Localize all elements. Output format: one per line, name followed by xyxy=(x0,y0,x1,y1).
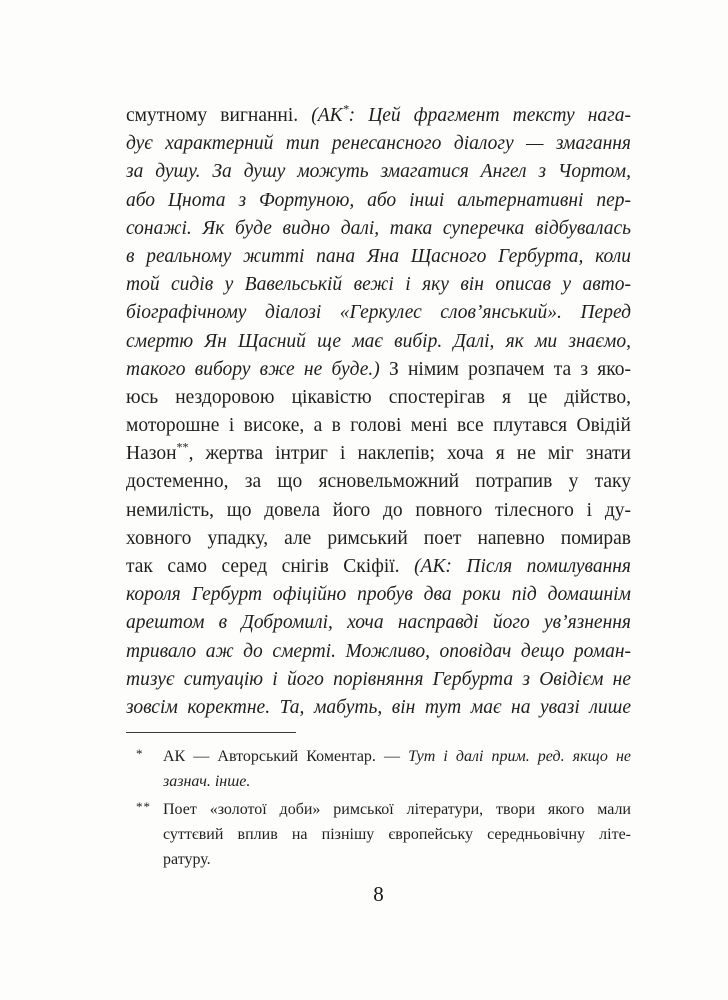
text-segment: юсь нездоровою цікавістю спостерігав я це дійство, xyxy=(126,386,631,408)
text-segment: , жертва інтриг і наклепів; хоча я не міг знати xyxy=(188,443,631,465)
text-line xyxy=(163,822,631,847)
text-segment: (АК xyxy=(311,105,343,126)
text-line xyxy=(126,215,631,243)
text-line xyxy=(126,356,631,384)
text-line xyxy=(163,797,631,822)
text-segment: ховного упадку, але римський поет напевно помирав xyxy=(126,527,631,549)
text-line xyxy=(126,412,631,440)
text-segment: тривало аж до смерті. Можливо, оповідач дещо роман- xyxy=(126,640,631,662)
text-line xyxy=(126,440,631,468)
text-segment: АК — Авторський Коментар. — xyxy=(163,748,409,765)
text-segment: суттєвий вплив на пізнішу європейську середньовічну літе- xyxy=(163,826,631,843)
text-segment: арештом в Добромилі, хоча насправді його ув’язнення xyxy=(126,612,631,634)
text-line xyxy=(126,102,631,130)
footnote-marker: ** xyxy=(136,799,151,814)
text-line xyxy=(126,553,631,581)
text-segment: Назон xyxy=(126,443,177,465)
text-line xyxy=(126,271,631,299)
text-line xyxy=(126,694,631,722)
text-line xyxy=(126,638,631,666)
text-segment: З німим розпачем та з яко- xyxy=(388,358,631,380)
text-segment: моторошне і високе, а в голові мені все плутався Овідій xyxy=(126,415,631,437)
text-line xyxy=(126,130,631,158)
text-line xyxy=(126,581,631,609)
text-segment: той сидів у Вавельській вежі і яку він описав у авто- xyxy=(126,274,631,296)
text-segment: Поет «золотої доби» римської літератури, твори якого мали xyxy=(163,801,631,818)
text-line xyxy=(126,384,631,412)
text-line xyxy=(126,468,631,496)
text-line xyxy=(163,847,631,872)
text-segment: (АК: Після помилування xyxy=(414,556,631,577)
text-segment: смертю Ян Щасний ще має вибір. Далі, як ми знаємо, xyxy=(126,330,631,352)
text-segment: зовсім коректне. Та, мабуть, він тут має на увазі лише xyxy=(126,696,631,718)
text-segment: або Цнота з Фортуною, або інші альтернативні пер- xyxy=(126,189,631,211)
text-segment: ратуру. xyxy=(163,851,211,868)
text-segment: : Цей фрагмент тексту нага- xyxy=(348,105,631,126)
footnote xyxy=(126,797,631,872)
text-line xyxy=(126,158,631,186)
text-segment: Тут і далі прим. ред. якщо не xyxy=(408,748,631,765)
text-segment: за душу. За душу можуть змагатися Ангел з Чортом, xyxy=(126,161,631,183)
text-line xyxy=(126,243,631,271)
footnote-separator xyxy=(126,732,296,733)
text-segment: зазнач. інше. xyxy=(163,773,251,790)
text-segment: біографічному діалозі «Геркулес слов’янський». Перед xyxy=(126,302,631,324)
text-segment: * xyxy=(342,102,349,117)
text-line xyxy=(126,525,631,553)
text-segment: сонажі. Як буде видно далі, така суперечка відбувалась xyxy=(126,217,631,239)
text-line xyxy=(126,187,631,215)
text-line xyxy=(163,769,631,794)
text-line xyxy=(126,609,631,637)
text-segment: смутному вигнанні. xyxy=(126,105,312,126)
footnote xyxy=(126,744,631,794)
text-line xyxy=(126,497,631,525)
text-line xyxy=(126,666,631,694)
page-number: 8 xyxy=(373,882,384,906)
text-line xyxy=(126,328,631,356)
text-segment: немилість, що довела його до повного тілесного і ду- xyxy=(126,499,631,521)
text-segment: дує характерний тип ренесансного діалогу — змагання xyxy=(126,133,631,155)
text-segment: ** xyxy=(176,440,189,455)
text-segment: достеменно, за що ясновельможний потрапив у таку xyxy=(126,471,631,493)
text-line xyxy=(126,299,631,327)
text-segment: короля Гербурт офіційно пробув два роки під домашнім xyxy=(126,584,631,606)
text-segment: такого вибору вже не буде.) xyxy=(126,358,389,380)
text-segment: в реальному житті пана Яна Щасного Гербурта, коли xyxy=(126,245,631,267)
text-segment: тизує ситуацію і його порівняння Гербурта з Овідієм не xyxy=(126,668,631,690)
footnote-marker: * xyxy=(136,746,144,761)
text-line xyxy=(163,744,631,769)
text-segment: так само серед снігів Скіфії. xyxy=(126,556,415,577)
main-text xyxy=(126,102,631,722)
footnotes xyxy=(126,744,631,875)
